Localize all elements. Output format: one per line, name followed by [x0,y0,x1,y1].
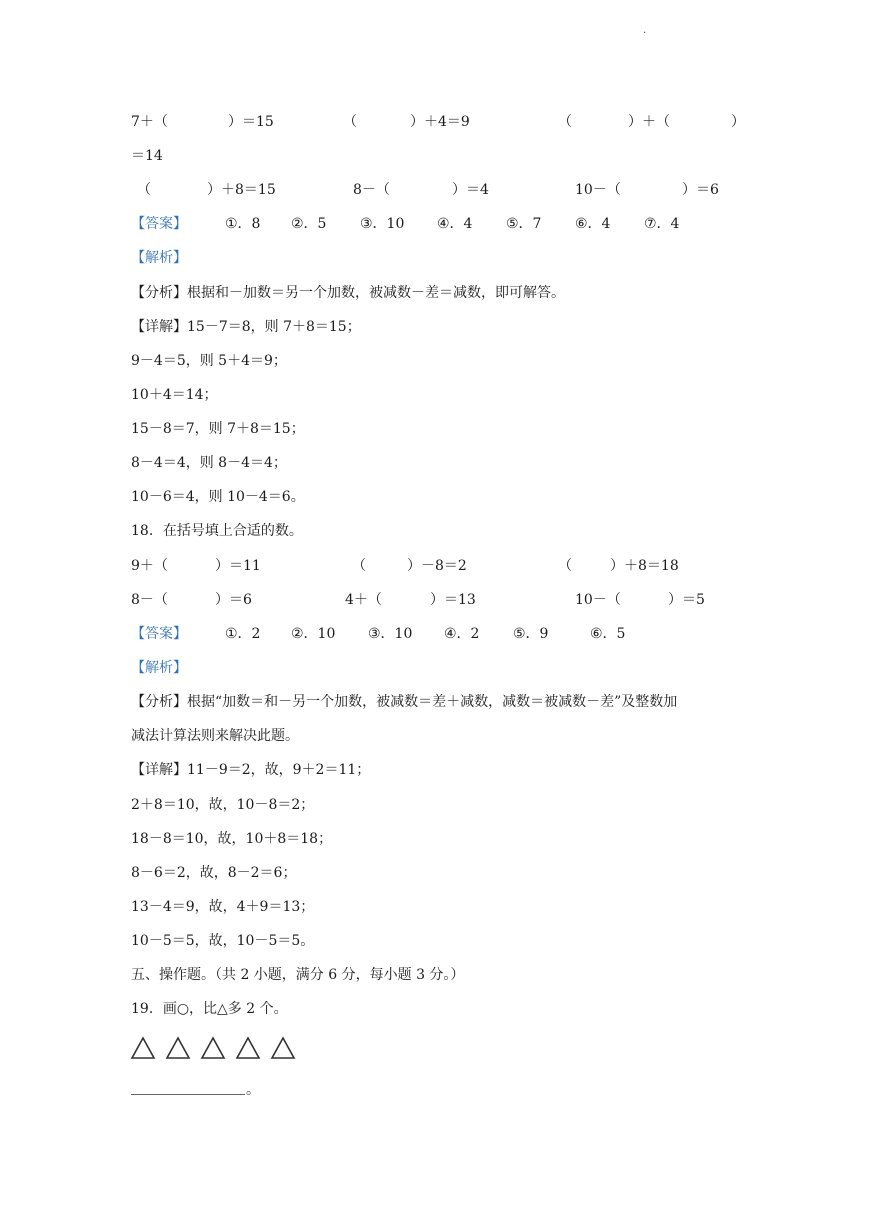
triangle-row [130,1036,296,1060]
q17-eq3-wrap: ＝14 [131,148,163,164]
q17-analysis-label: 【解析】 [131,250,187,266]
q17-detail-5: 8－4＝4，则 8－4＝4； [131,455,287,471]
q18-answer-6: ⑥．5 [590,626,626,642]
q18-analysis-line2: 减法计算法则来解决此题。 [131,728,299,744]
q18-eq1-left: 9＋（ [131,558,168,574]
q18-eq4-right: ）＝6 [215,592,252,608]
q17-answer-4: ④．4 [437,216,473,232]
q18-eq1-right: ）＝11 [215,558,261,574]
q18-title: 18．在括号填上合适的数。 [131,523,303,539]
q17-answer-3: ③．10 [360,216,405,232]
q18-answer-4: ④．2 [444,626,480,642]
q17-eq2-right: ）＋4＝9 [410,114,470,130]
q17-eq1-right: ）＝15 [228,114,274,130]
triangle-icon [270,1036,296,1060]
q18-answer-5: ⑤．9 [513,626,549,642]
q17-eq3-mid: ）＋（ [628,114,670,130]
q18-eq4-left: 8－（ [131,592,168,608]
q17-eq6-right: ）＝6 [682,182,719,198]
answer-blank-line[interactable] [131,1094,245,1095]
q17-eq4-right: ）＋8＝15 [207,182,276,198]
q17-answer-7: ⑦．4 [644,216,680,232]
triangle-icon [200,1036,226,1060]
triangle-icon [235,1036,261,1060]
q17-eq1-left: 7＋（ [131,114,168,130]
q18-analysis-line1: 【分析】根据“加数＝和－另一个加数，被减数＝差＋减数，减数＝被减数－差”及整数加 [131,694,678,710]
q18-answer-2: ②．10 [291,626,336,642]
q17-eq5-right: ）＝4 [452,182,489,198]
q18-answer-3: ③．10 [368,626,413,642]
q17-detail-4: 15－8＝7，则 7＋8＝15； [131,421,305,437]
q18-eq5-left: 4＋（ [345,592,382,608]
q17-detail-1: 【详解】15－7＝8，则 7＋8＝15； [131,319,361,335]
q18-detail-3: 18－8＝10，故，10＋8＝18； [131,831,333,847]
q18-eq2-open: （ [352,558,366,574]
section-five-heading: 五、操作题。（共 2 小题，满分 6 分，每小题 3 分。） [131,967,465,983]
q18-eq6-right: ）＝5 [668,592,705,608]
q17-eq6-left: 10－（ [575,182,621,198]
q18-eq3-right: ）＋8＝18 [610,558,679,574]
q18-answer-1: ①．2 [225,626,261,642]
q17-detail-2: 9－4＝5，则 5＋4＝9； [131,353,287,369]
triangle-icon [130,1036,156,1060]
q19-title: 19．画○，比△多 2 个。 [131,1001,288,1017]
header-mark: · [643,28,647,39]
q18-eq3-open: （ [558,558,572,574]
q18-detail-6: 10－5＝5，故，10－5＝5。 [131,933,315,949]
q17-eq3-close: ） [731,114,745,130]
q17-eq5-left: 8－（ [353,182,390,198]
q18-eq2-right: ）－8＝2 [407,558,467,574]
q18-analysis-label: 【解析】 [131,660,187,676]
q18-eq5-right: ）＝13 [430,592,476,608]
q17-detail-6: 10－6＝4，则 10－4＝6。 [131,489,305,505]
q18-detail-4: 8－6＝2，故，8－2＝6； [131,865,297,881]
triangle-icon [165,1036,191,1060]
q18-answer-label: 【答案】 [131,626,187,642]
q17-analysis: 【分析】根据和－加数＝另一个加数，被减数－差＝减数，即可解答。 [131,285,565,301]
q18-detail-5: 13－4＝9，故，4＋9＝13； [131,899,315,915]
q18-detail-1: 【详解】11－9＝2，故，9＋2＝11； [131,762,371,778]
q17-eq4-open: （ [137,182,151,198]
q17-answer-2: ②．5 [291,216,327,232]
q17-answer-1: ①．8 [225,216,261,232]
q17-answer-label: 【答案】 [131,216,187,232]
q17-eq3-open: （ [558,114,572,130]
q17-answer-5: ⑤．7 [506,216,542,232]
q17-answer-6: ⑥．4 [575,216,611,232]
answer-blank-period: 。 [246,1082,260,1098]
q17-eq2-open: （ [343,114,357,130]
q18-eq6-left: 10－（ [575,592,621,608]
q18-detail-2: 2＋8＝10，故，10－8＝2； [131,797,315,813]
q17-detail-3: 10＋4＝14； [131,387,218,403]
